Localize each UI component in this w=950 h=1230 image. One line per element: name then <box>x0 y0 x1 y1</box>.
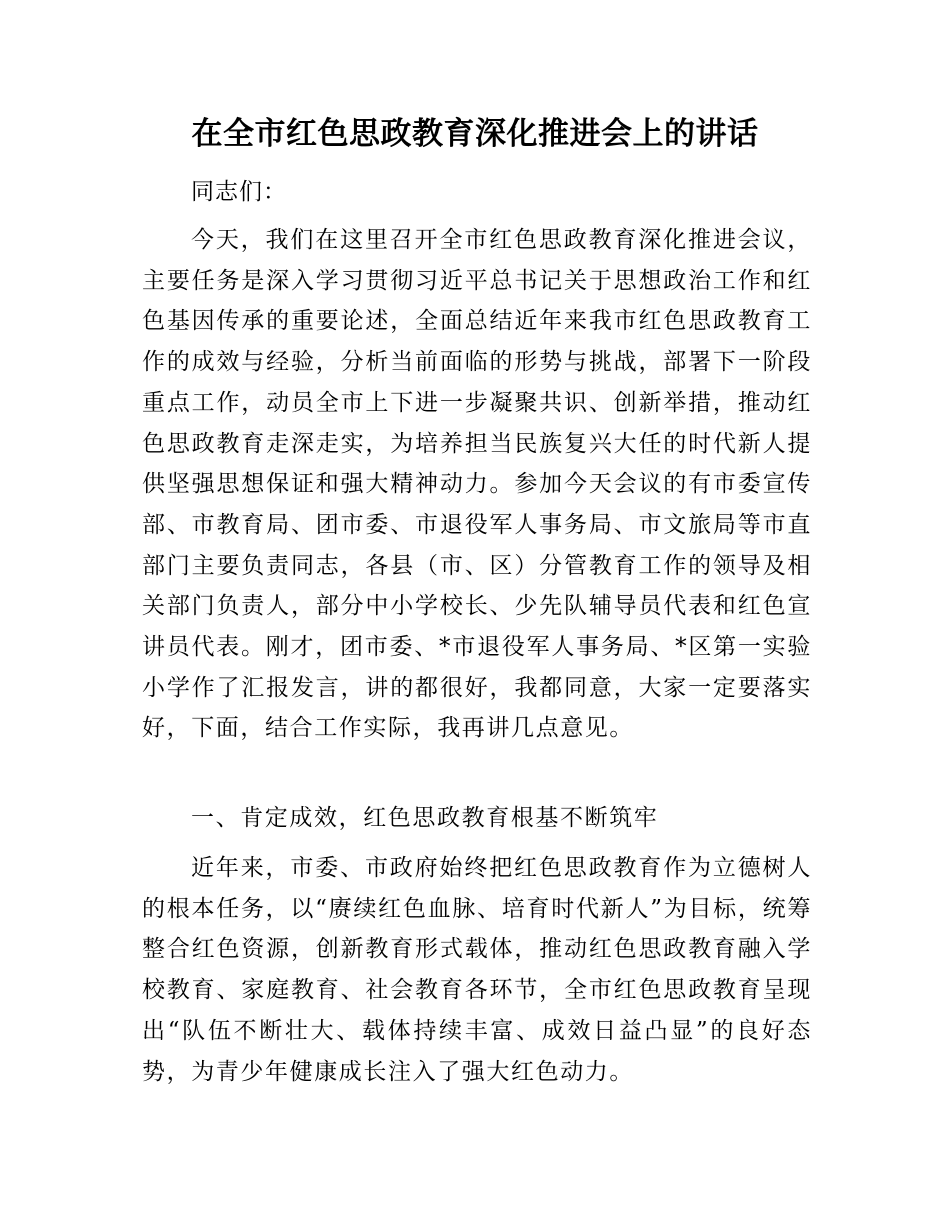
section-heading: 一、肯定成效，红色思政教育根基不断筑牢 <box>191 805 659 831</box>
body-paragraph: 今天，我们在这里召开全市红色思政教育深化推进会议，主要任务是深入学习贯彻习近平总书记关于思想政治工作和红色基因传承的重要论述，全面总结近年来我市红色思政教育工作的成效与经验，分析当前面临的形势与挑战，部署下一阶段重点工作，动员全市上下进一步凝聚共识、创新举措，推动红色思政教育走深走实，为培养担当民族复兴大任的时代新人提供坚强思想保证和强大精神动力。参加今天会议的有市委宣传部、市教育局、团市委、市退役军人事务局、市文旅局等市直部门主要负责同志，各县（市、区）分管教育工作的领导及相关部门负责人，部分中小学校长、少先队辅导员代表和红色宣讲员代表。刚才，团市委、*市退役军人事务局、*区第一实验小学作了汇报发言，讲的都很好，我都同意，大家一定要落实好，下面，结合工作实际，我再讲几点意见。 <box>142 227 812 742</box>
body-paragraph: 近年来，市委、市政府始终把红色思政教育作为立德树人的根本任务，以“赓续红色血脉、培育时代新人”为目标，统筹整合红色资源，创新教育形式载体，推动红色思政教育融入学校教育、家庭教育、社会教育各环节，全市红色思政教育呈现出“队伍不断壮大、载体持续丰富、成效日益凸显”的良好态势，为青少年健康成长注入了强大红色动力。 <box>142 855 812 1085</box>
salutation: 同志们： <box>191 179 287 205</box>
document-title: 在全市红色思政教育深化推进会上的讲话 <box>191 116 759 152</box>
